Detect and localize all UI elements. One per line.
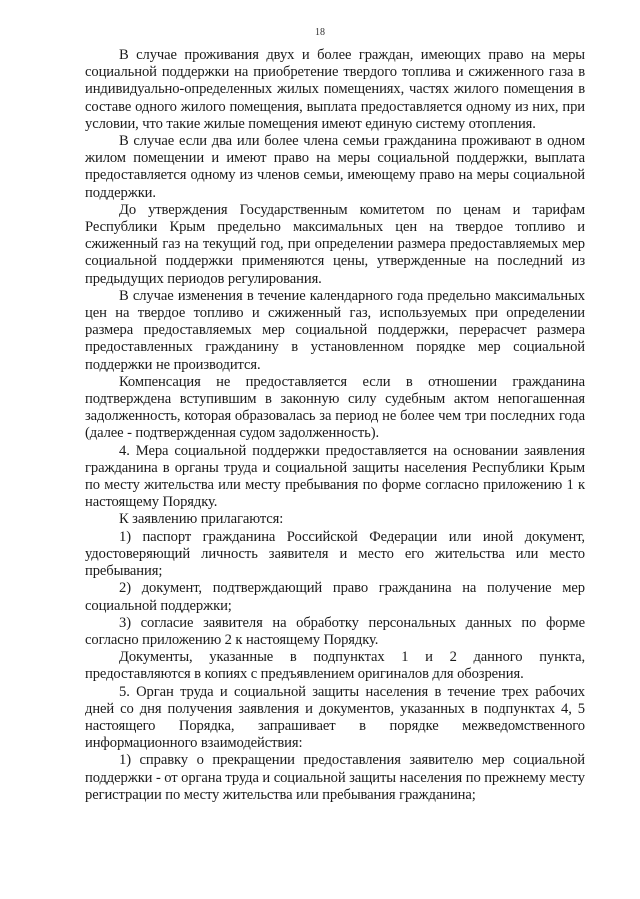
paragraph-compensation-denial: Компенсация не предоставляется если в отношении гражданина подтверждена вступившим в законную силу судебным актом непогашенная задолженность, которая образовалась за период не более чем три последних года (далее - подтвержденная судом задолженность).	[85, 373, 585, 442]
paragraph-attachments-heading: К заявлению прилагаются:	[119, 511, 284, 528]
document-body	[85, 47, 585, 804]
list-item-right-document: 2) документ, подтверждающий право гражданина на получение мер социальной поддержки;	[85, 580, 585, 614]
paragraph-section-5: 5. Орган труда и социальной защиты населения в течение трех рабочих дней со дня получения заявления и документов, указанных в подпунктах 4, 5 настоящего Порядка, запрашивает в порядке межведомственного информационного взаимодействия:	[85, 683, 585, 752]
list-item-termination-certificate: 1) справку о прекращении предоставления заявителю мер социальной поддержки - от органа труда и социальной защиты населения по прежнему месту регистрации по месту жительства или пребывания гражданина;	[85, 752, 585, 803]
paragraph-price-approval: До утверждения Государственным комитетом по ценам и тарифам Республики Крым предельно максимальных цен на твердое топливо и сжиженный газ на текущий год, при определении размера предоставляемых мер социальной поддержки применяются цены, утвержденные на последний из предыдущих периодов регулирования.	[85, 201, 585, 287]
paragraph-joint-residence: В случае проживания двух и более граждан, имеющих право на меры социальной поддержки на приобретение твердого топлива и сжиженного газа в индивидуально-определенных жилых помещениях, частях жилого помещения в составе одного жилого помещения, выплата предоставляется одному из них, при условии, что такие жилые помещения имеют единую систему отопления.	[85, 47, 585, 132]
list-item-passport: 1) паспорт гражданина Российской Федерации или иной документ, удостоверяющий личность заявителя и место его жительства или место пребывания;	[85, 528, 585, 580]
paragraph-section-4: 4. Мера социальной поддержки предоставляется на основании заявления гражданина в органы труда и социальной защиты населения Республики Крым по месту жительства или месту пребывания по форме согласно приложению 1 к настоящему Порядку.	[85, 442, 585, 511]
list-item-consent: 3) согласие заявителя на обработку персональных данных по форме согласно приложению 2 к настоящему Порядку.	[85, 614, 585, 648]
paragraph-copies: Документы, указанные в подпунктах 1 и 2 данного пункта, предоставляются в копиях с предъявлением оригиналов для обозрения.	[85, 649, 585, 683]
paragraph-price-change: В случае изменения в течение календарного года предельно максимальных цен на твердое топливо и сжиженный газ, используемых при определении размера предоставляемых мер социальной поддержки, перерасчет размера предоставленных гражданину в установленном порядке мер социальной поддержки не производится.	[85, 287, 585, 373]
page-number: 18	[315, 27, 325, 38]
paragraph-family-members: В случае если два или более члена семьи гражданина проживают в одном жилом помещении и имеют право на меры социальной поддержки, выплата предоставляется одному из членов семьи, имеющему право на меры социальной поддержки.	[85, 133, 585, 201]
